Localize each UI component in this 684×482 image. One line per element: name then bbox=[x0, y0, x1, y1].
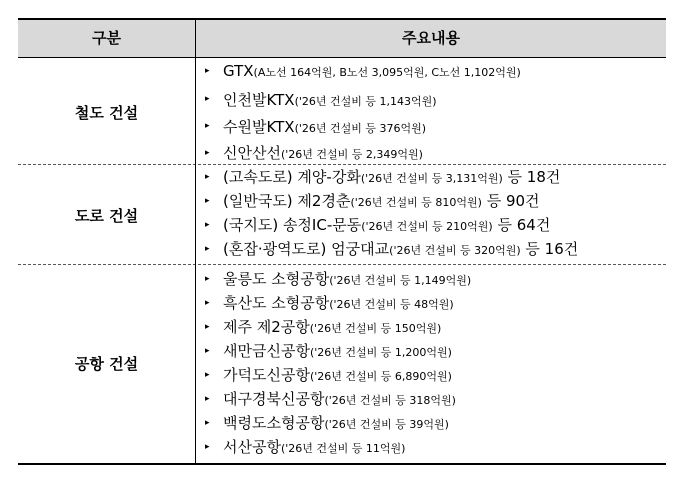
item-detail: ('26년 건설비 등 318억원) bbox=[324, 394, 456, 407]
table-header bbox=[18, 20, 666, 58]
item-count: 등 18건 bbox=[502, 168, 561, 186]
bullet-icon: ▸ bbox=[205, 244, 210, 254]
item-detail: ('26년 건설비 등 1,200억원) bbox=[309, 346, 452, 359]
bullet-icon: ▸ bbox=[205, 370, 210, 380]
list-item bbox=[203, 435, 662, 459]
header-category: 구분 bbox=[92, 29, 121, 47]
item-main: 서산공항 bbox=[223, 438, 281, 456]
item-detail: ('26년 건설비 등 6,890억원) bbox=[309, 370, 452, 383]
item-main: 대구경북신공항 bbox=[223, 390, 325, 408]
item-main: 백령도소형공항 bbox=[223, 414, 325, 432]
bullet-icon: ▸ bbox=[205, 322, 210, 332]
bullet-icon: ▸ bbox=[205, 121, 210, 131]
item-detail: ('26년 건설비 등 2,349억원) bbox=[280, 148, 423, 161]
item-detail: ('26년 건설비 등 150억원) bbox=[309, 322, 442, 335]
list-item bbox=[203, 113, 662, 140]
bullet-icon: ▸ bbox=[205, 94, 210, 104]
item-count: 등 90건 bbox=[481, 192, 540, 210]
bullet-icon: ▸ bbox=[205, 220, 210, 230]
column-divider bbox=[195, 20, 196, 463]
item-main: 인천발KTX bbox=[223, 91, 295, 109]
list-item bbox=[203, 140, 662, 166]
list-item bbox=[203, 291, 662, 315]
bullet-icon: ▸ bbox=[205, 274, 210, 284]
item-list bbox=[203, 165, 662, 261]
table-bottom-rule bbox=[18, 463, 666, 465]
item-main: 수원발KTX bbox=[223, 118, 295, 136]
item-list bbox=[203, 267, 662, 459]
item-main: (고속도로) 계양-강화 bbox=[223, 168, 361, 186]
list-item bbox=[203, 60, 662, 86]
list-item bbox=[203, 165, 662, 189]
item-list bbox=[203, 60, 662, 166]
item-main: 신안산선 bbox=[223, 144, 281, 162]
item-main: (일반국도) 제2경춘 bbox=[223, 192, 351, 210]
list-item bbox=[203, 86, 662, 113]
category-label: 철도 건설 bbox=[74, 104, 139, 122]
list-item bbox=[203, 339, 662, 363]
list-item bbox=[203, 387, 662, 411]
budget-table bbox=[18, 18, 666, 465]
item-main: (혼잡·광역도로) 엄궁대교 bbox=[223, 240, 390, 258]
bullet-icon: ▸ bbox=[205, 394, 210, 404]
header-content: 주요내용 bbox=[402, 29, 460, 47]
item-detail: ('26년 건설비 등 810억원) bbox=[350, 196, 482, 209]
category-label: 도로 건설 bbox=[74, 207, 139, 225]
bullet-icon: ▸ bbox=[205, 196, 210, 206]
bullet-icon: ▸ bbox=[205, 172, 210, 182]
bullet-icon: ▸ bbox=[205, 148, 210, 158]
section-airport bbox=[18, 265, 666, 463]
item-count: 등 16건 bbox=[520, 240, 579, 258]
item-main: (국지도) 송정IC-문동 bbox=[223, 216, 362, 234]
bullet-icon: ▸ bbox=[205, 418, 210, 428]
list-item bbox=[203, 411, 662, 435]
item-detail: ('26년 건설비 등 3,131억원) bbox=[360, 172, 503, 185]
list-item bbox=[203, 315, 662, 339]
list-item bbox=[203, 363, 662, 387]
item-main: 새만금신공항 bbox=[223, 342, 310, 360]
section-railway bbox=[18, 58, 666, 164]
item-detail: ('26년 건설비 등 48억원) bbox=[329, 298, 454, 311]
item-detail: ('26년 건설비 등 376억원) bbox=[294, 122, 427, 135]
item-detail: (A노선 164억원, B노선 3,095억원, C노선 1,102억원) bbox=[253, 66, 521, 79]
item-detail: ('26년 건설비 등 1,143억원) bbox=[294, 95, 437, 108]
item-main: GTX bbox=[223, 62, 254, 80]
section-road bbox=[18, 165, 666, 263]
item-main: 울릉도 소형공항 bbox=[223, 270, 330, 288]
item-detail: ('26년 건설비 등 210억원) bbox=[361, 220, 493, 233]
bullet-icon: ▸ bbox=[205, 442, 210, 452]
item-detail: ('26년 건설비 등 1,149억원) bbox=[329, 274, 472, 287]
item-detail: ('26년 건설비 등 320억원) bbox=[389, 244, 521, 257]
bullet-icon: ▸ bbox=[205, 66, 210, 76]
bullet-icon: ▸ bbox=[205, 298, 210, 308]
item-detail: ('26년 건설비 등 39억원) bbox=[324, 418, 449, 431]
item-main: 가덕도신공항 bbox=[223, 366, 310, 384]
list-item bbox=[203, 213, 662, 237]
item-detail: ('26년 건설비 등 11억원) bbox=[280, 442, 406, 455]
item-main: 흑산도 소형공항 bbox=[223, 294, 330, 312]
category-label: 공항 건설 bbox=[74, 355, 139, 373]
list-item bbox=[203, 267, 662, 291]
item-main: 제주 제2공항 bbox=[223, 318, 310, 336]
item-count: 등 64건 bbox=[492, 216, 551, 234]
bullet-icon: ▸ bbox=[205, 346, 210, 356]
list-item bbox=[203, 189, 662, 213]
list-item bbox=[203, 237, 662, 261]
